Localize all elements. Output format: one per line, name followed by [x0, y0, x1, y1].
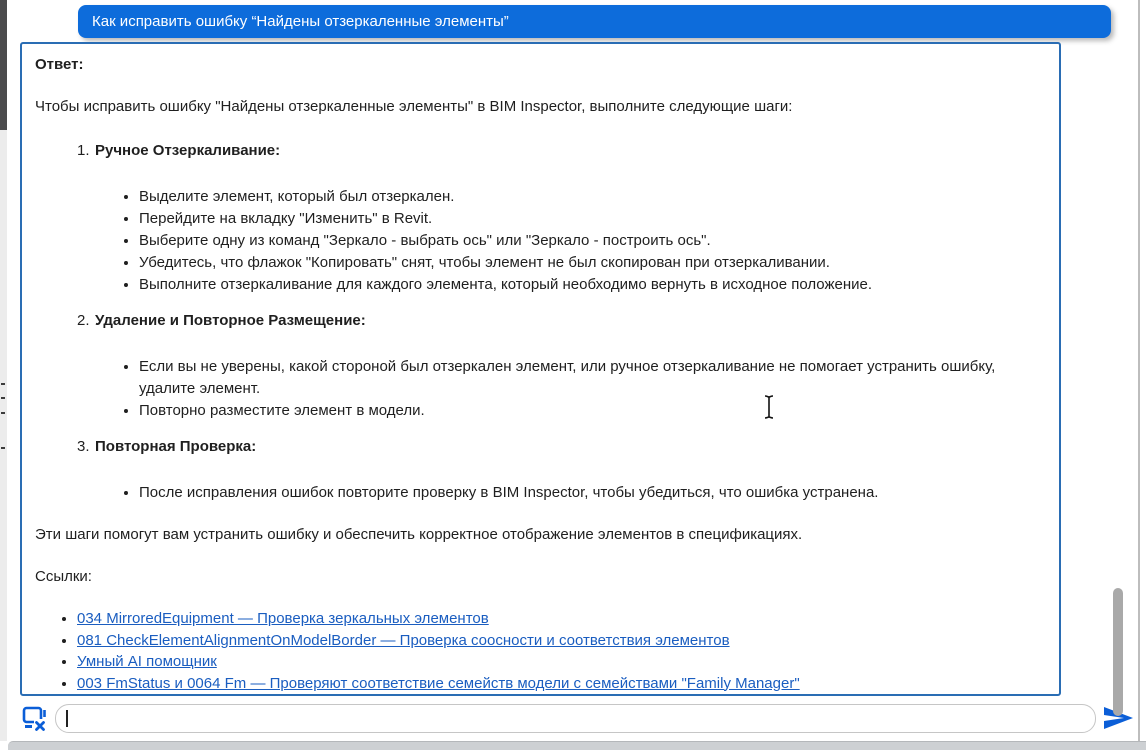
bullet-item: • Выделите элемент, который был отзеркален. [139, 186, 1043, 208]
step-item [77, 310, 1043, 422]
link-ai-assistant[interactable]: Умный AI помощник [77, 653, 217, 670]
bullet-item: • Выполните отзеркаливание для каждого элемента, который необходимо вернуть в исходное положение. [139, 274, 1043, 296]
bullet-list [77, 356, 1043, 422]
answer-label: Ответ: [35, 56, 84, 73]
clear-chat-icon [20, 704, 50, 734]
step-title: Удаление и Повторное Размещение: [95, 312, 366, 329]
answer-panel [20, 42, 1061, 696]
answer-intro: Чтобы исправить ошибку "Найдены отзеркаленные элементы" в BIM Inspector, выполните следующие шаги: [35, 98, 793, 115]
step-title: Повторная Проверка: [95, 438, 257, 455]
bullet-list [77, 186, 1043, 296]
bullet-item: • Если вы не уверены, какой стороной был отзеркален элемент, или ручное отзеркаливание не помогает устранить ошибку, удалите элемент. [139, 356, 1043, 400]
step-title: Ручное Отзеркаливание: [95, 142, 281, 159]
scrollbar-thumb[interactable] [1113, 588, 1123, 716]
step-number: 2. [77, 312, 90, 329]
background-window-text-fragment [1, 447, 5, 449]
message-input[interactable] [55, 704, 1096, 733]
bullet-item: • Выберите одну из команд "Зеркало - выбрать ось" или "Зеркало - построить ось". [139, 230, 1043, 252]
bullet-item: • Убедитесь, что флажок "Копировать" снят, чтобы элемент не был скопирован при отзеркаливании. [139, 252, 1043, 274]
links-label: Ссылки: [35, 568, 92, 585]
bullet-item: • Перейдите на вкладку "Изменить" в Revit. [139, 208, 1043, 230]
step-item [77, 140, 1043, 296]
link-item [77, 608, 1043, 630]
background-window-edge [0, 0, 7, 741]
links-list [35, 608, 1043, 694]
bullet-item: • После исправления ошибок повторите проверку в BIM Inspector, чтобы убедиться, что ошибка устранена. [139, 482, 1043, 504]
link-item [77, 651, 1043, 673]
window-bottom-edge [8, 741, 1146, 750]
clear-chat-button[interactable] [20, 704, 50, 734]
link-item [77, 673, 1043, 695]
question-text: Как исправить ошибку “Найдены отзеркаленные элементы” [92, 13, 509, 30]
step-number: 3. [77, 438, 90, 455]
window-right-border [1138, 0, 1140, 741]
link-mirrored-equipment[interactable]: 034 MirroredEquipment — Проверка зеркальных элементов [77, 610, 489, 627]
background-window-text-fragment [1, 383, 5, 385]
step-number: 1. [77, 142, 90, 159]
background-window-text-fragment [1, 397, 5, 399]
steps-list [35, 140, 1043, 504]
bullet-item: • Повторно разместите элемент в модели. [139, 400, 1043, 422]
link-item [77, 630, 1043, 652]
step-item [77, 436, 1043, 504]
background-window-dark-area [0, 0, 7, 130]
link-check-element-alignment[interactable]: 081 CheckElementAlignmentOnModelBorder — Проверка соосности и соответствия элементов [77, 631, 730, 649]
answer-outro: Эти шаги помогут вам устранить ошибку и обеспечить корректное отображение элементов в спецификациях. [35, 526, 803, 543]
answer-body [22, 44, 1059, 694]
question-bubble [78, 5, 1111, 38]
background-window-text-fragment [1, 412, 5, 414]
link-fmstatus-family-manager[interactable]: 003 FmStatus и 0064 Fm — Проверяют соответствие семейств модели с семействами "Family Manager" [77, 674, 800, 692]
bullet-list [77, 482, 1043, 504]
